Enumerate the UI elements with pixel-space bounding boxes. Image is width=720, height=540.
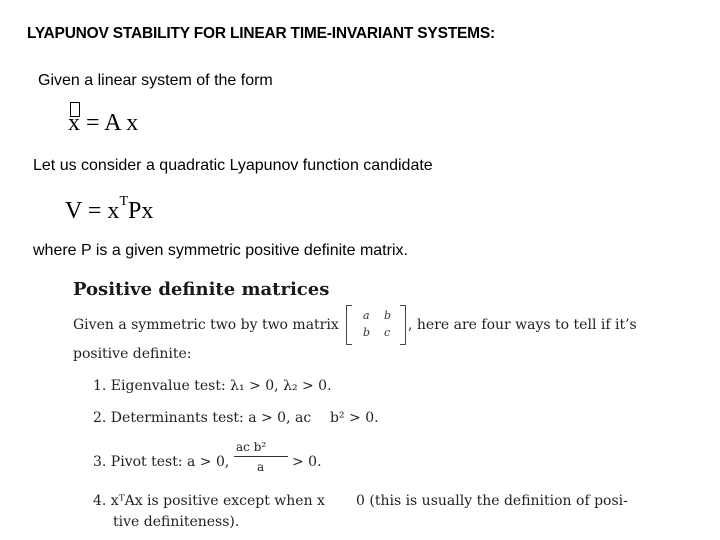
dot-placeholder-icon (70, 102, 80, 117)
state-equation-text: x = A x (68, 110, 139, 136)
determinants-test-a: 2. Determinants test: a > 0, ac (93, 410, 312, 426)
pivot-fraction-denominator: a (257, 460, 265, 474)
lyapunov-equation (65, 194, 154, 225)
pivot-fraction-numerator: ac b² (236, 440, 267, 454)
pivot-fraction-bar (234, 456, 288, 457)
energy-test-a: 4. xᵀAx is positive except when x (93, 493, 325, 509)
matrix-right-bracket (400, 305, 406, 345)
matrix-a: a (363, 309, 370, 322)
energy-test-b: 0 (this is usually the definition of posi- (356, 493, 628, 509)
matrix-note: where P is a given symmetric positive definite matrix. (33, 242, 408, 259)
transpose-sup: T (119, 194, 128, 209)
energy-test-c: tive definiteness). (113, 514, 240, 530)
intro-text: Given a linear system of the form (38, 72, 273, 89)
lyapunov-lhs: V = x (65, 198, 120, 224)
pivot-test-b: > 0. (292, 454, 322, 470)
matrix-left-bracket (346, 305, 352, 345)
excerpt-intro-a: Given a symmetric two by two matrix (73, 317, 339, 333)
excerpt-intro-b: , here are four ways to tell if it’s (408, 317, 637, 333)
state-equation (68, 110, 138, 137)
excerpt-intro-c: positive definite: (73, 346, 192, 362)
determinants-test-b: b² > 0. (330, 410, 379, 426)
matrix-b-top: b (384, 309, 392, 322)
matrix-b-bottom: b (363, 326, 371, 339)
excerpt-title: Positive definite matrices (73, 279, 330, 300)
slide-title: LYAPUNOV STABILITY FOR LINEAR TIME-INVARIANT SYSTEMS: (27, 25, 495, 42)
symmetric-matrix (346, 305, 406, 345)
eigenvalue-test: 1. Eigenvalue test: λ₁ > 0, λ₂ > 0. (93, 378, 332, 394)
matrix-c: c (384, 326, 391, 339)
pivot-test-a: 3. Pivot test: a > 0, (93, 454, 230, 470)
lyapunov-text: Let us consider a quadratic Lyapunov function candidate (33, 157, 433, 174)
lyapunov-rhs: Px (128, 198, 154, 224)
